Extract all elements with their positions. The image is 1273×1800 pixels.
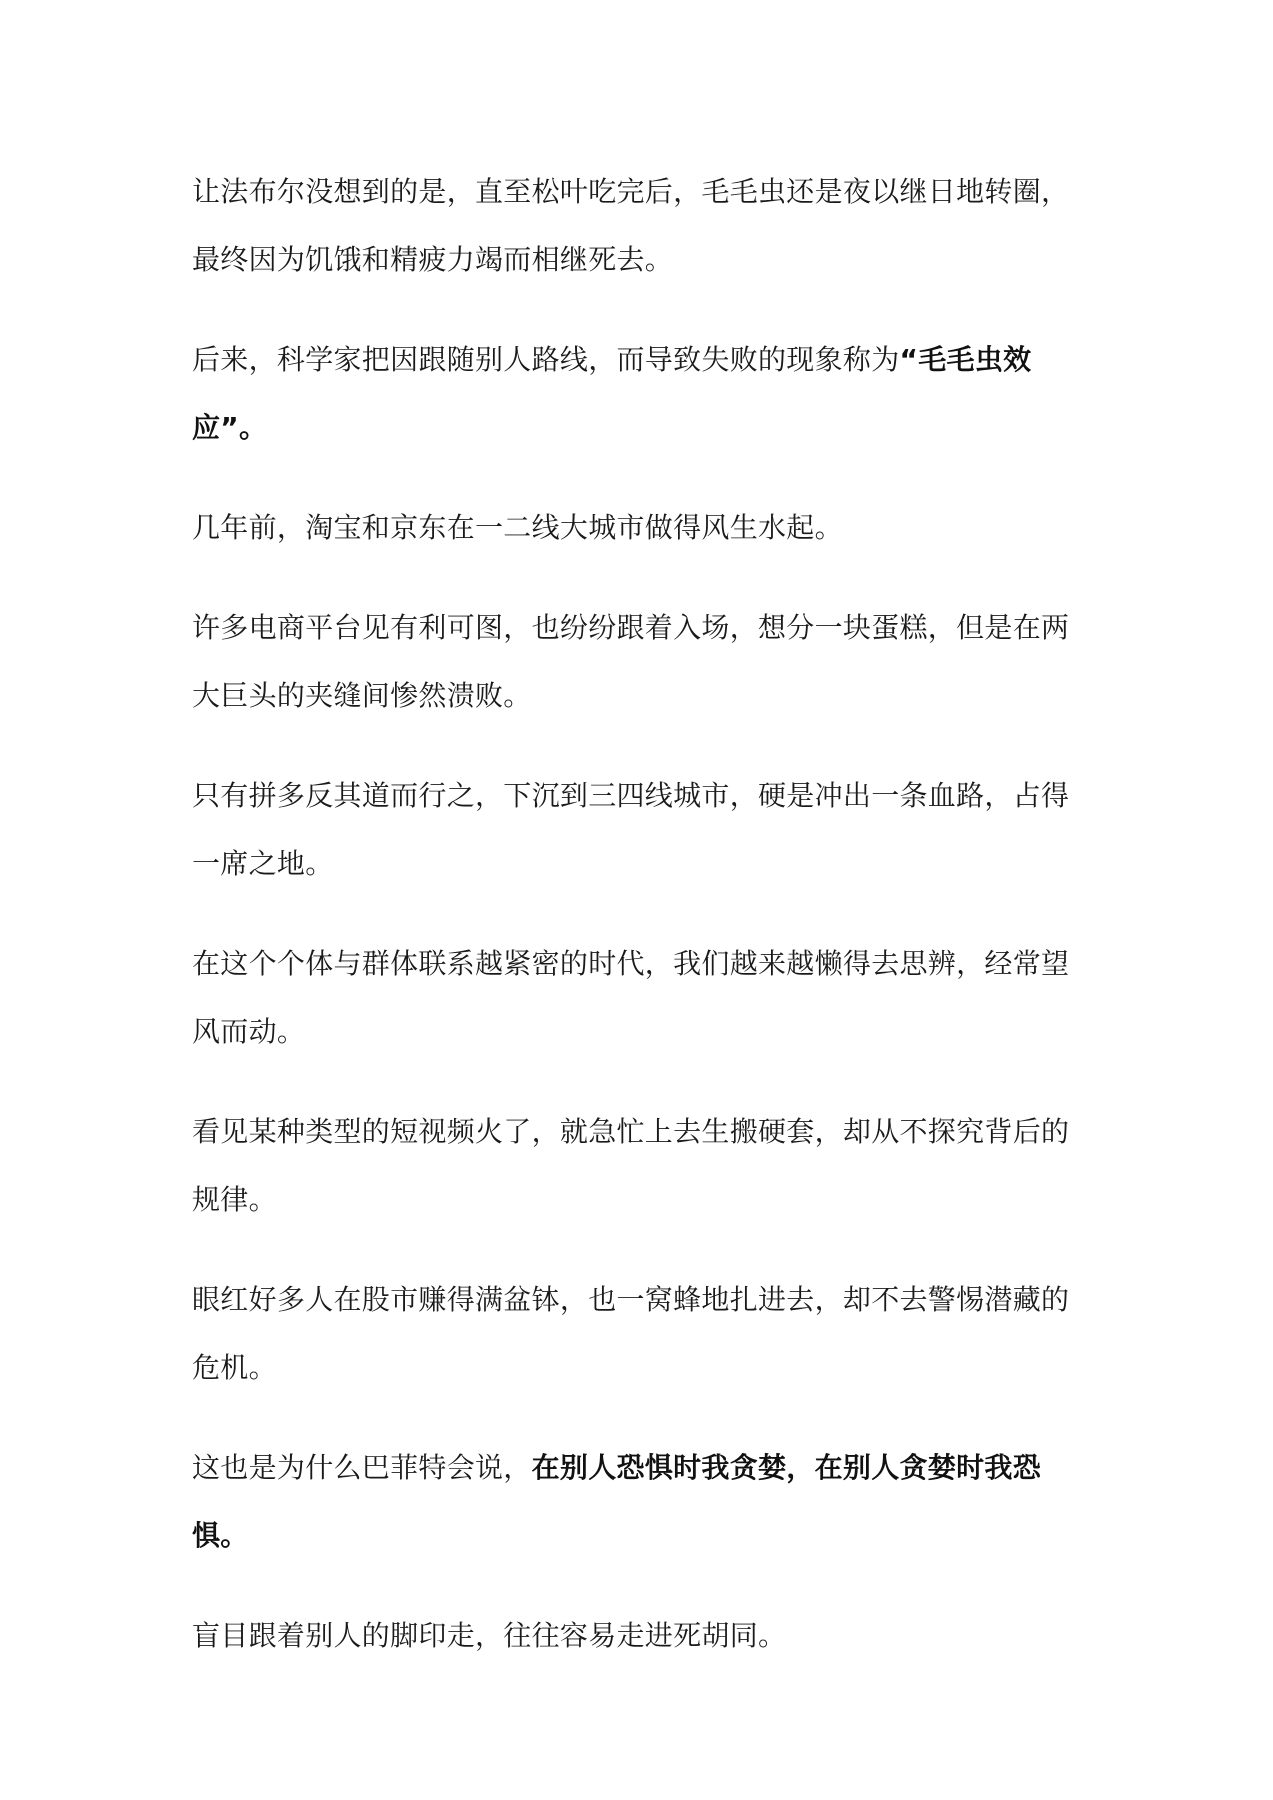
paragraph-8-text: 眼红好多人在股市赚得满盆钵，也一窝蜂地扎进去，却不去警惕潜藏的危机。 <box>192 1283 1070 1384</box>
paragraph-5-text: 只有拼多反其道而行之，下沉到三四线城市，硬是冲出一条血路，占得一席之地。 <box>192 779 1070 880</box>
paragraph-2-emphasis: “毛毛虫效应”。 <box>192 343 1032 444</box>
article-body <box>192 158 1092 1702</box>
paragraph-1 <box>192 158 1092 294</box>
paragraph-2-text: 后来，科学家把因跟随别人路线，而导致失败的现象称为 <box>192 343 900 376</box>
paragraph-3 <box>192 494 1092 562</box>
paragraph-6-text: 在这个个体与群体联系越紧密的时代，我们越来越懒得去思辨，经常望风而动。 <box>192 947 1070 1048</box>
paragraph-4 <box>192 594 1092 730</box>
paragraph-3-text: 几年前，淘宝和京东在一二线大城市做得风生水起。 <box>192 511 843 544</box>
paragraph-6 <box>192 930 1092 1066</box>
paragraph-8 <box>192 1266 1092 1402</box>
paragraph-9-text: 这也是为什么巴菲特会说， <box>192 1451 532 1484</box>
paragraph-10-text: 盲目跟着别人的脚印走，往往容易走进死胡同。 <box>192 1619 787 1652</box>
paragraph-7 <box>192 1098 1092 1234</box>
paragraph-10 <box>192 1602 1092 1670</box>
paragraph-9-emphasis: 在别人恐惧时我贪婪，在别人贪婪时我恐惧。 <box>192 1451 1042 1552</box>
paragraph-1-text: 让法布尔没想到的是，直至松叶吃完后，毛毛虫还是夜以继日地转圈，最终因为饥饿和精疲力竭而相继死去。 <box>192 175 1070 276</box>
paragraph-5 <box>192 762 1092 898</box>
paragraph-9 <box>192 1434 1092 1570</box>
paragraph-4-text: 许多电商平台见有利可图，也纷纷跟着入场，想分一块蛋糕，但是在两大巨头的夹缝间惨然溃败。 <box>192 611 1070 712</box>
paragraph-7-text: 看见某种类型的短视频火了，就急忙上去生搬硬套，却从不探究背后的规律。 <box>192 1115 1070 1216</box>
paragraph-2 <box>192 326 1092 462</box>
